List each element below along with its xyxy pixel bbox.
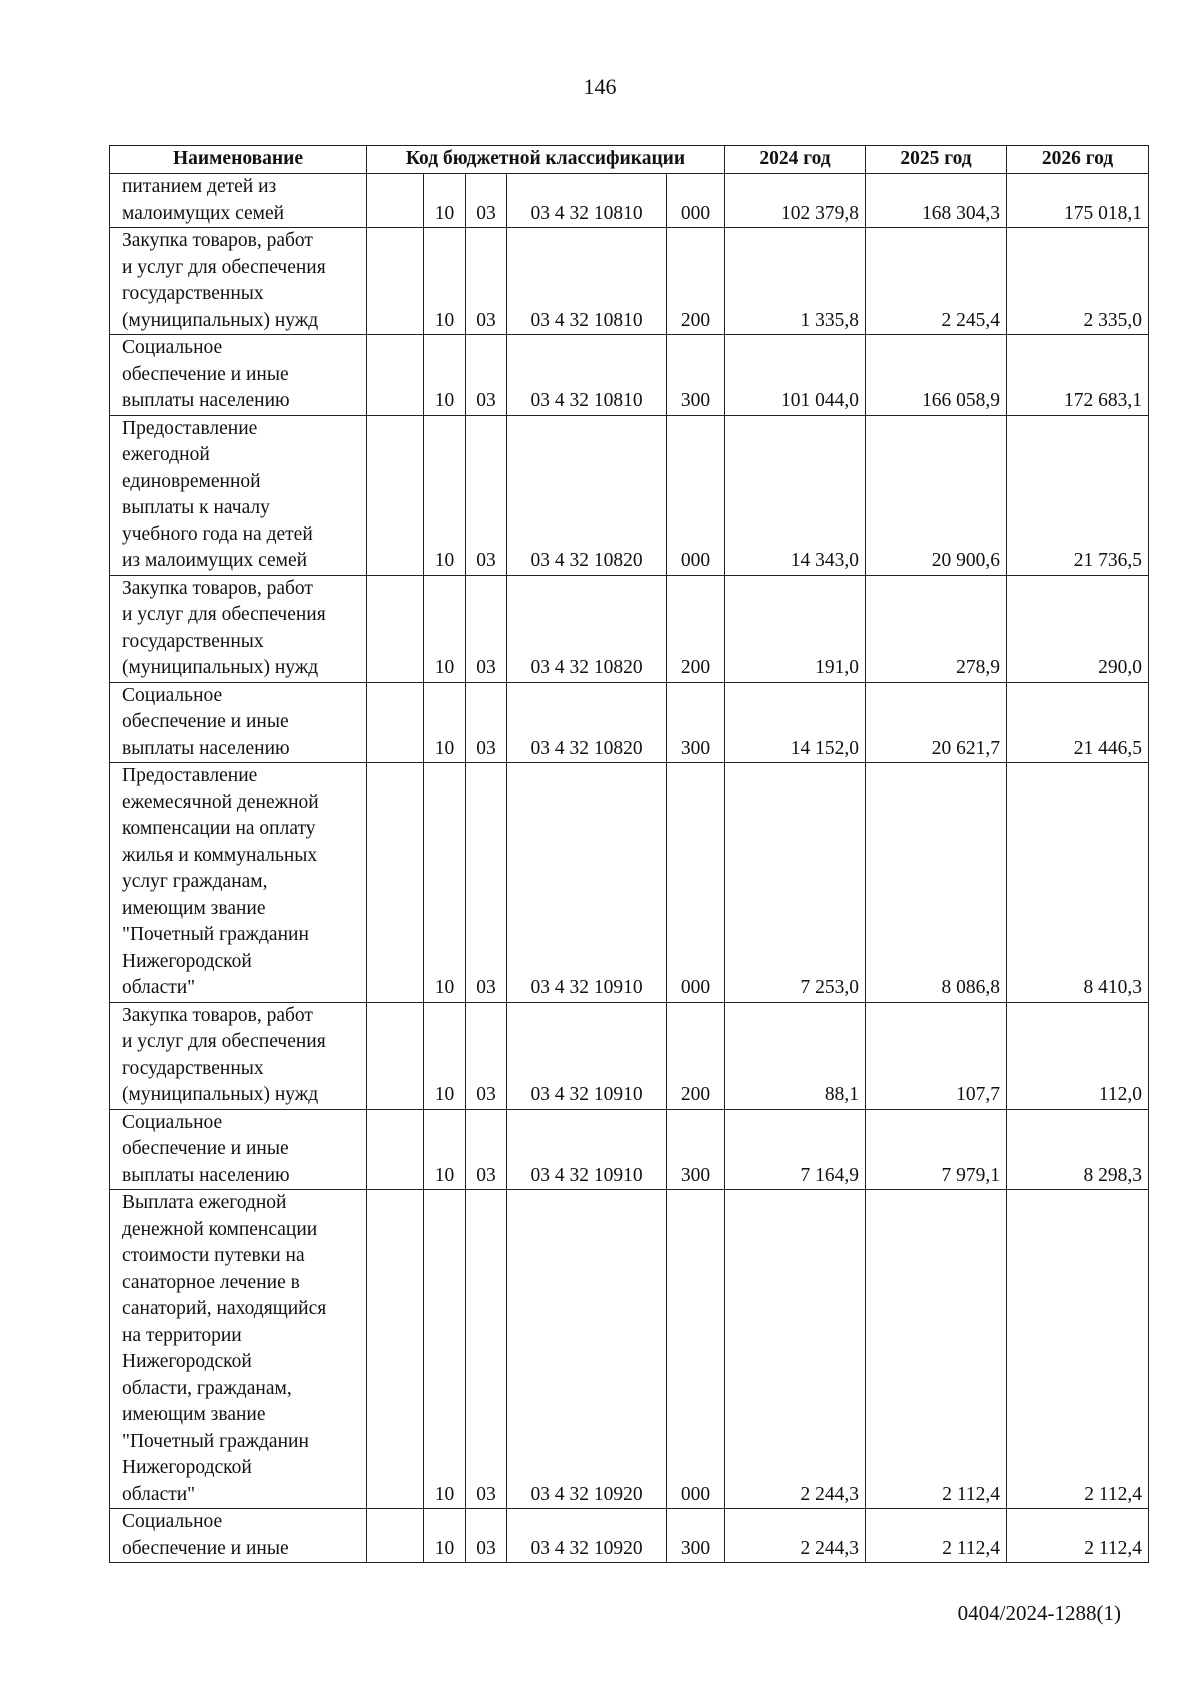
- row-target-article: 03 4 32 10920: [507, 1190, 667, 1509]
- row-name: Социальное обеспечение и иные выплаты населению: [110, 1109, 367, 1190]
- row-empty-cell: [367, 1509, 424, 1563]
- row-value-2025: 8 086,8: [866, 763, 1007, 1003]
- row-value-2026: 21 736,5: [1007, 415, 1149, 575]
- row-value-2025: 20 621,7: [866, 682, 1007, 763]
- row-expense-type: 200: [667, 1002, 725, 1109]
- row-subsection: 03: [466, 1109, 507, 1190]
- row-empty-cell: [367, 174, 424, 228]
- row-expense-type: 300: [667, 1509, 725, 1563]
- row-expense-type: 200: [667, 228, 725, 335]
- table-row: [110, 415, 1149, 575]
- header-2025: 2025 год: [866, 146, 1007, 174]
- budget-table: [109, 145, 1149, 1563]
- row-subsection: 03: [466, 575, 507, 682]
- row-name: Предоставление ежемесячной денежной компенсации на оплату жилья и коммунальных услуг гражданам, имеющим звание "Почетный гражданин Нижегородской области": [110, 763, 367, 1003]
- row-empty-cell: [367, 415, 424, 575]
- row-subsection: 03: [466, 335, 507, 416]
- row-target-article: 03 4 32 10910: [507, 763, 667, 1003]
- row-expense-type: 000: [667, 415, 725, 575]
- row-target-article: 03 4 32 10910: [507, 1002, 667, 1109]
- row-target-article: 03 4 32 10910: [507, 1109, 667, 1190]
- row-value-2025: 278,9: [866, 575, 1007, 682]
- table-row: [110, 763, 1149, 1003]
- row-empty-cell: [367, 1109, 424, 1190]
- row-section: 10: [424, 1109, 466, 1190]
- table-row: [110, 1509, 1149, 1563]
- row-value-2025: 168 304,3: [866, 174, 1007, 228]
- row-section: 10: [424, 763, 466, 1003]
- row-subsection: 03: [466, 174, 507, 228]
- row-value-2026: 112,0: [1007, 1002, 1149, 1109]
- row-section: 10: [424, 682, 466, 763]
- row-name: питанием детей из малоимущих семей: [110, 174, 367, 228]
- row-name: Социальное обеспечение и иные выплаты населению: [110, 682, 367, 763]
- row-expense-type: 300: [667, 335, 725, 416]
- row-empty-cell: [367, 575, 424, 682]
- row-value-2026: 2 112,4: [1007, 1509, 1149, 1563]
- row-empty-cell: [367, 228, 424, 335]
- row-target-article: 03 4 32 10820: [507, 575, 667, 682]
- table-row: [110, 228, 1149, 335]
- row-expense-type: 300: [667, 682, 725, 763]
- row-subsection: 03: [466, 1190, 507, 1509]
- row-value-2026: 2 112,4: [1007, 1190, 1149, 1509]
- row-section: 10: [424, 174, 466, 228]
- row-empty-cell: [367, 1190, 424, 1509]
- row-value-2026: 8 410,3: [1007, 763, 1149, 1003]
- row-section: 10: [424, 1002, 466, 1109]
- table-row: [110, 1002, 1149, 1109]
- row-value-2024: 1 335,8: [725, 228, 866, 335]
- row-name: Выплата ежегодной денежной компенсации стоимости путевки на санаторное лечение в санаторий, находящийся на территории Нижегородской области, гражданам, имеющим звание "Почетный гражданин Нижегородской области": [110, 1190, 367, 1509]
- row-value-2025: 166 058,9: [866, 335, 1007, 416]
- table-body: [110, 174, 1149, 1563]
- row-name: Предоставление ежегодной единовременной выплаты к началу учебного года на детей из малоимущих семей: [110, 415, 367, 575]
- row-section: 10: [424, 1509, 466, 1563]
- table-row: [110, 682, 1149, 763]
- row-empty-cell: [367, 335, 424, 416]
- row-section: 10: [424, 228, 466, 335]
- page-number: 146: [583, 74, 617, 99]
- header-name: Наименование: [110, 146, 367, 174]
- header-2024: 2024 год: [725, 146, 866, 174]
- row-value-2026: 2 335,0: [1007, 228, 1149, 335]
- row-target-article: 03 4 32 10810: [507, 335, 667, 416]
- row-value-2024: 14 152,0: [725, 682, 866, 763]
- row-empty-cell: [367, 682, 424, 763]
- row-value-2025: 2 112,4: [866, 1509, 1007, 1563]
- row-expense-type: 000: [667, 1190, 725, 1509]
- row-value-2026: 175 018,1: [1007, 174, 1149, 228]
- row-value-2024: 2 244,3: [725, 1190, 866, 1509]
- row-subsection: 03: [466, 763, 507, 1003]
- row-target-article: 03 4 32 10820: [507, 682, 667, 763]
- row-value-2025: 2 245,4: [866, 228, 1007, 335]
- row-target-article: 03 4 32 10820: [507, 415, 667, 575]
- row-expense-type: 000: [667, 763, 725, 1003]
- table-row: [110, 174, 1149, 228]
- row-value-2026: 290,0: [1007, 575, 1149, 682]
- row-value-2024: 14 343,0: [725, 415, 866, 575]
- row-value-2025: 7 979,1: [866, 1109, 1007, 1190]
- table-row: [110, 335, 1149, 416]
- row-value-2024: 7 164,9: [725, 1109, 866, 1190]
- document-code: 0404/2024-1288(1): [957, 1601, 1121, 1625]
- row-name: Социальное обеспечение и иные: [110, 1509, 367, 1563]
- row-empty-cell: [367, 1002, 424, 1109]
- row-value-2024: 2 244,3: [725, 1509, 866, 1563]
- row-target-article: 03 4 32 10810: [507, 174, 667, 228]
- row-name: Закупка товаров, работ и услуг для обеспечения государственных (муниципальных) нужд: [110, 575, 367, 682]
- row-name: Закупка товаров, работ и услуг для обеспечения государственных (муниципальных) нужд: [110, 228, 367, 335]
- row-subsection: 03: [466, 1002, 507, 1109]
- row-expense-type: 000: [667, 174, 725, 228]
- table-row: [110, 1109, 1149, 1190]
- header-code: Код бюджетной классификации: [367, 146, 725, 174]
- row-subsection: 03: [466, 415, 507, 575]
- row-value-2026: 21 446,5: [1007, 682, 1149, 763]
- row-value-2024: 7 253,0: [725, 763, 866, 1003]
- row-section: 10: [424, 335, 466, 416]
- row-section: 10: [424, 1190, 466, 1509]
- row-value-2024: 88,1: [725, 1002, 866, 1109]
- row-value-2024: 191,0: [725, 575, 866, 682]
- row-value-2025: 2 112,4: [866, 1190, 1007, 1509]
- row-value-2024: 102 379,8: [725, 174, 866, 228]
- header-2026: 2026 год: [1007, 146, 1149, 174]
- row-target-article: 03 4 32 10810: [507, 228, 667, 335]
- table-row: [110, 575, 1149, 682]
- row-section: 10: [424, 575, 466, 682]
- row-section: 10: [424, 415, 466, 575]
- row-value-2025: 107,7: [866, 1002, 1007, 1109]
- row-expense-type: 300: [667, 1109, 725, 1190]
- header-row: [110, 146, 1149, 174]
- row-name: Закупка товаров, работ и услуг для обеспечения государственных (муниципальных) нужд: [110, 1002, 367, 1109]
- row-expense-type: 200: [667, 575, 725, 682]
- row-value-2025: 20 900,6: [866, 415, 1007, 575]
- row-value-2026: 8 298,3: [1007, 1109, 1149, 1190]
- row-value-2024: 101 044,0: [725, 335, 866, 416]
- row-subsection: 03: [466, 682, 507, 763]
- row-name: Социальное обеспечение и иные выплаты населению: [110, 335, 367, 416]
- row-target-article: 03 4 32 10920: [507, 1509, 667, 1563]
- row-subsection: 03: [466, 1509, 507, 1563]
- row-empty-cell: [367, 763, 424, 1003]
- row-value-2026: 172 683,1: [1007, 335, 1149, 416]
- row-subsection: 03: [466, 228, 507, 335]
- table-row: [110, 1190, 1149, 1509]
